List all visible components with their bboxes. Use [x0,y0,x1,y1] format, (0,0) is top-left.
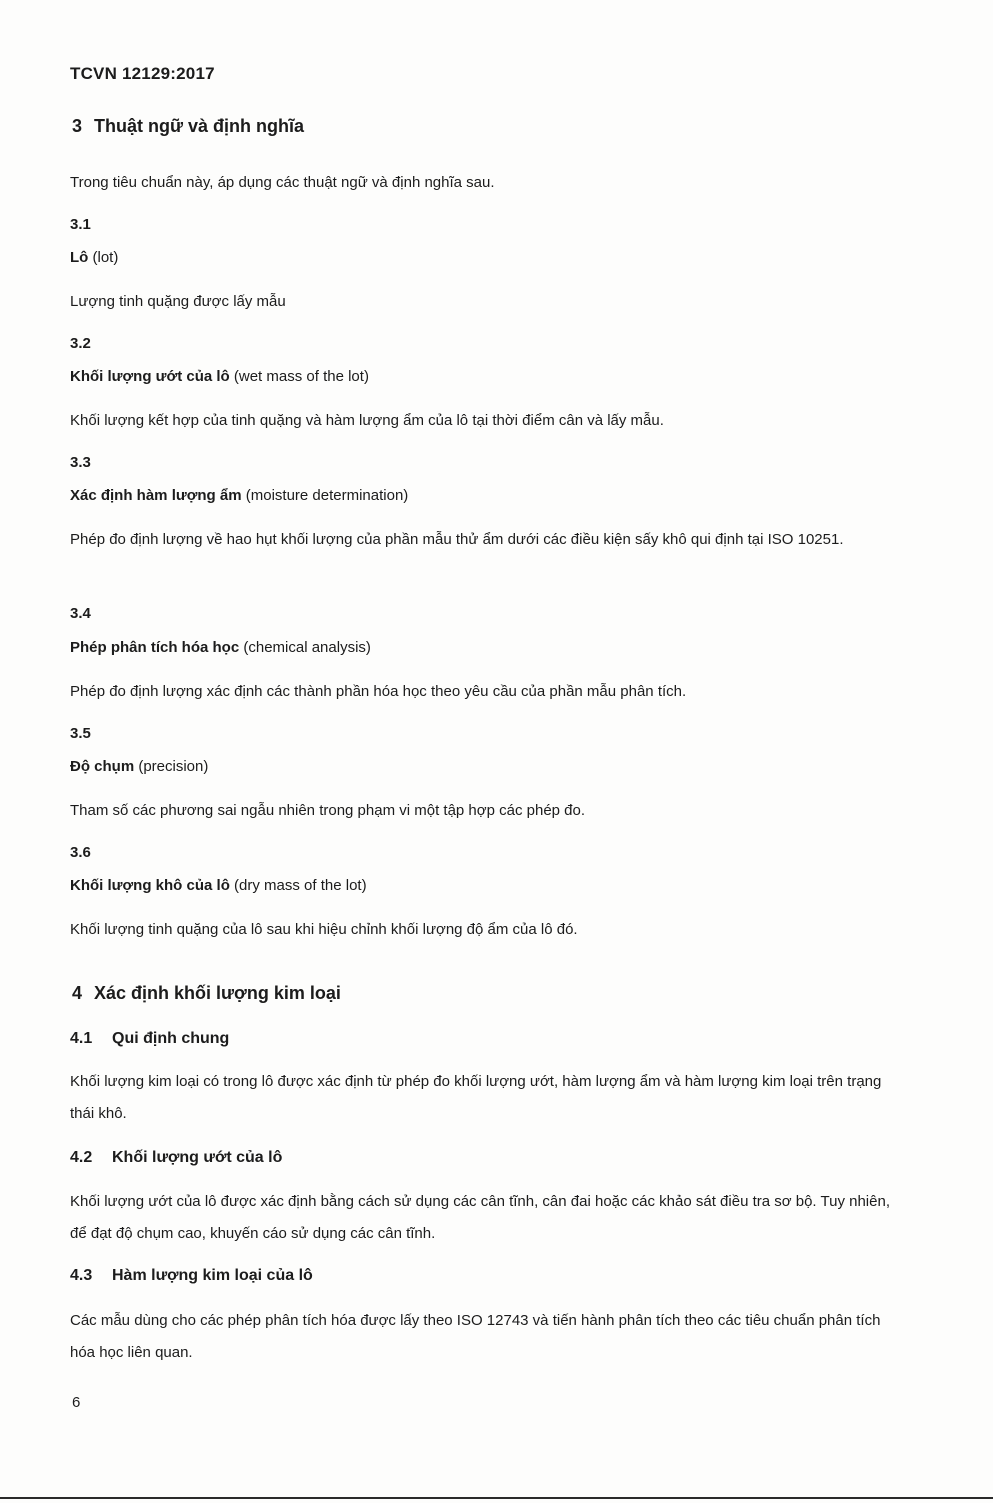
term-title [70,368,369,385]
subsection-heading [70,1267,313,1285]
term-title [70,758,208,775]
term-number: 3.6 [70,844,91,861]
term-definition: Khối lượng kết hợp của tinh quặng và hàm lượng ẩm của lô tại thời điểm cân và lấy mẫu. [70,412,664,429]
subsection-number: 4.2 [70,1149,93,1166]
term-name: Khối lượng khô của lô [70,877,230,894]
subsection-number: 4.1 [70,1030,93,1047]
term-english: (precision) [138,758,209,775]
subsection-title: Hàm lượng kim loại của lô [112,1267,313,1284]
subsection-number: 4.3 [70,1267,93,1284]
term-title [70,877,367,894]
term-english: (moisture determination) [245,487,409,504]
term-name: Lô [70,249,89,266]
term-name: Khối lượng ướt của lô [70,368,230,385]
term-name: Độ chụm [70,758,135,775]
document-id: TCVN 12129:2017 [70,64,215,83]
term-definition: Tham số các phương sai ngẫu nhiên trong phạm vi một tập hợp các phép đo. [70,802,586,819]
term-number: 3.2 [70,335,91,352]
page-bottom-edge [0,1497,993,1499]
term-english: (chemical analysis) [243,639,371,656]
term-english: (lot) [92,249,119,266]
term-number: 3.4 [70,605,91,622]
term-definition: Phép đo định lượng về hao hụt khối lượng của phần mẫu thử ẩm dưới các điều kiện sấy khô qui định tại ISO 10251. [70,531,844,548]
subsection-text: Các mẫu dùng cho các phép phân tích hóa được lấy theo ISO 12743 và tiến hành phân tích theo các tiêu chuẩn phân tích hóa học liên quan. [70,1312,881,1361]
subsection-heading [70,1030,229,1048]
subsection-text: Khối lượng ướt của lô được xác định bằng cách sử dụng các cân tĩnh, cân đai hoặc các khảo sát điều tra sơ bộ. Tuy nhiên, để đạt độ chụm cao, khuyến cáo sử dụng các cân tĩnh. [70,1193,890,1242]
section-title: Xác định khối lượng kim loại [94,983,341,1003]
section-3-heading [72,116,304,137]
term-definition: Phép đo định lượng xác định các thành phần hóa học theo yêu cầu của phần mẫu phân tích. [70,683,687,700]
term-definition: Lượng tinh quặng được lấy mẫu [70,293,286,310]
section-number: 4 [72,983,83,1003]
section-4-heading [72,983,341,1004]
page-number: 6 [72,1394,81,1411]
section-3-intro: Trong tiêu chuẩn này, áp dụng các thuật ngữ và định nghĩa sau. [70,174,495,191]
subsection-heading [70,1149,282,1167]
subsection-title: Khối lượng ướt của lô [112,1149,283,1166]
subsection-title: Qui định chung [112,1030,230,1047]
term-title [70,639,371,656]
subsection-text: Khối lượng kim loại có trong lô được xác định từ phép đo khối lượng ướt, hàm lượng ẩm và hàm lượng kim loại trên trạng thái khô. [70,1073,882,1122]
term-name: Xác định hàm lượng ẩm [70,487,242,504]
term-title [70,487,408,504]
term-definition: Khối lượng tinh quặng của lô sau khi hiệu chỉnh khối lượng độ ẩm của lô đó. [70,921,578,938]
term-english: (dry mass of the lot) [234,877,367,894]
term-name: Phép phân tích hóa học [70,639,240,656]
term-number: 3.3 [70,454,91,471]
term-title [70,249,118,266]
term-english: (wet mass of the lot) [233,368,369,385]
term-number: 3.5 [70,725,91,742]
section-number: 3 [72,116,83,136]
section-title: Thuật ngữ và định nghĩa [94,116,305,136]
term-number: 3.1 [70,216,91,233]
